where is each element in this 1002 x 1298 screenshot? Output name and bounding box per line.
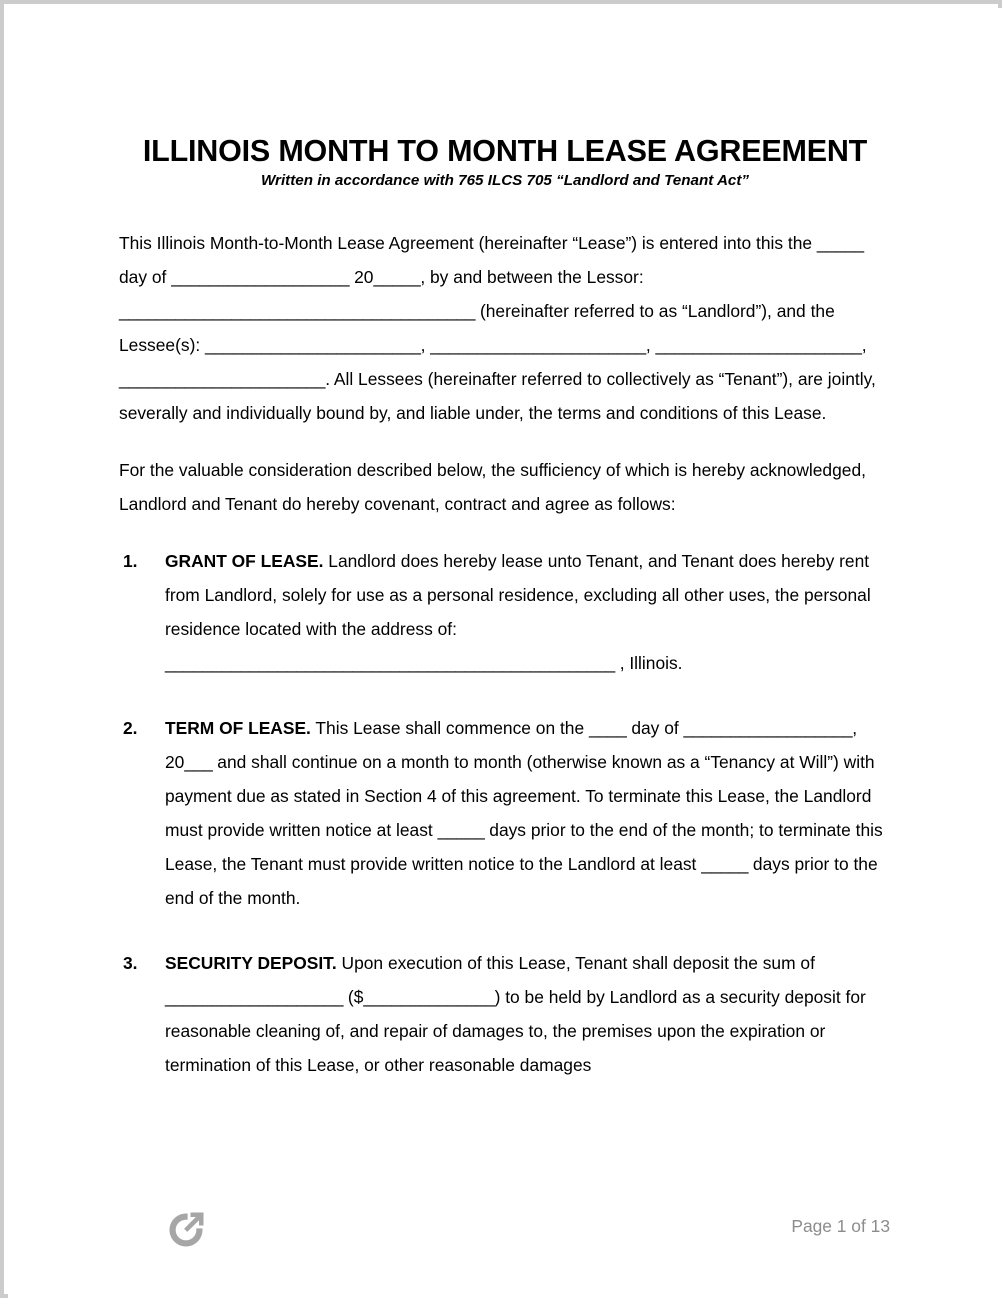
document-subtitle: Written in accordance with 765 ILCS 705 “Landlord and Tenant Act” xyxy=(260,172,750,189)
clause-label: GRANT OF LEASE. xyxy=(165,551,324,571)
blank-lessee-4: ______________________ xyxy=(119,369,326,389)
clause-term-of-lease xyxy=(119,711,891,915)
blank-landlord-name: ______________________________________ xyxy=(119,301,476,321)
blank-year: _____ xyxy=(373,267,421,287)
intro-sep-2: , xyxy=(645,335,656,355)
clause-text-a: This Lease shall commence on the xyxy=(310,718,589,738)
blank-commence-year: ___ xyxy=(184,752,213,772)
clause-security-deposit xyxy=(119,946,891,1082)
blank-lessee-3: ______________________ xyxy=(655,335,862,355)
clause-number: 2. xyxy=(123,718,138,738)
clause-grant-of-lease xyxy=(119,544,891,680)
page-number-label: Page 1 of 13 xyxy=(791,1216,890,1236)
blank-property-address: ________________________________________________ xyxy=(165,653,615,673)
clause-number: 3. xyxy=(123,953,138,973)
intro-text-6: . All Lessees (hereinafter referred to collectively as “Tenant”), are jointly, severally and individually bound by, and liable under, the terms and conditions of this Lease. xyxy=(119,369,876,423)
clause-text-e: days prior to the end of the month; to terminate this Lease, the Tenant must provide written notice to the Landlord at least xyxy=(165,820,883,874)
blank-day: _____ xyxy=(816,233,864,253)
blank-landlord-notice-days: _____ xyxy=(437,820,485,840)
consideration-paragraph: For the valuable consideration described below, the sufficiency of which is hereby acknowledged, Landlord and Tenant do hereby covenant, contract and agree as follows: xyxy=(119,460,866,514)
clause-text-a: Upon execution of this Lease, Tenant shall deposit the sum of xyxy=(336,953,815,973)
page-title: ILLINOIS MONTH TO MONTH LEASE AGREEMENT xyxy=(142,134,868,169)
clause-text-f: days prior to the end of the month. xyxy=(165,854,878,908)
document-body xyxy=(119,226,891,1113)
intro-text-4: , by and between the Lessor: xyxy=(420,267,644,287)
clause-label: TERM OF LEASE. xyxy=(165,718,311,738)
clause-text-b: , Illinois. xyxy=(614,653,683,673)
blank-commence-month: __________________ xyxy=(683,718,853,738)
intro-paragraph xyxy=(119,226,891,430)
clause-number: 1. xyxy=(123,551,138,571)
blank-lessee-2: _______________________ xyxy=(430,335,646,355)
clause-text-c: ) to be held by Landlord as a security deposit for reasonable cleaning of, and repair of damages to, the premises upon the expiration or termination of this Lease, or other reasonable damages xyxy=(165,987,866,1075)
clause-text-b: day of xyxy=(626,718,684,738)
clause-text-d: and shall continue on a month to month (otherwise known as a “Tenancy at Will”) with payment due as stated in Section 4 of this agreement. To terminate this Lease, the Landlord must provide written notice at least xyxy=(165,752,875,840)
document-page xyxy=(8,8,1002,1298)
intro-text-1: This Illinois Month-to-Month Lease Agreement (hereinafter “Lease”) is entered into this the xyxy=(119,233,817,253)
blank-deposit-words: ___________________ xyxy=(165,987,344,1007)
clause-text-a: Landlord does hereby lease unto Tenant, and Tenant does hereby rent from Landlord, solely for use as a personal residence, excluding all other uses, the personal residence located with the address of: xyxy=(165,551,871,639)
intro-sep-3: , xyxy=(861,335,867,355)
clause-text-c: , 20 xyxy=(165,718,858,772)
clause-label: SECURITY DEPOSIT. xyxy=(165,953,337,973)
clause-text-b: ($ xyxy=(343,987,364,1007)
blank-lessee-1: _______________________ xyxy=(205,335,421,355)
external-link-circle-logo-icon xyxy=(160,1204,212,1256)
blank-month: ___________________ xyxy=(171,267,350,287)
blank-commence-day: ____ xyxy=(589,718,627,738)
intro-text-2: day of xyxy=(119,267,172,287)
intro-text-5: (hereinafter referred to as “Landlord”), and the Lessee(s): xyxy=(119,301,835,355)
intro-sep-1: , xyxy=(420,335,431,355)
blank-tenant-notice-days: _____ xyxy=(701,854,749,874)
blank-deposit-figure: ______________ xyxy=(363,987,495,1007)
intro-text-3: 20 xyxy=(349,267,374,287)
